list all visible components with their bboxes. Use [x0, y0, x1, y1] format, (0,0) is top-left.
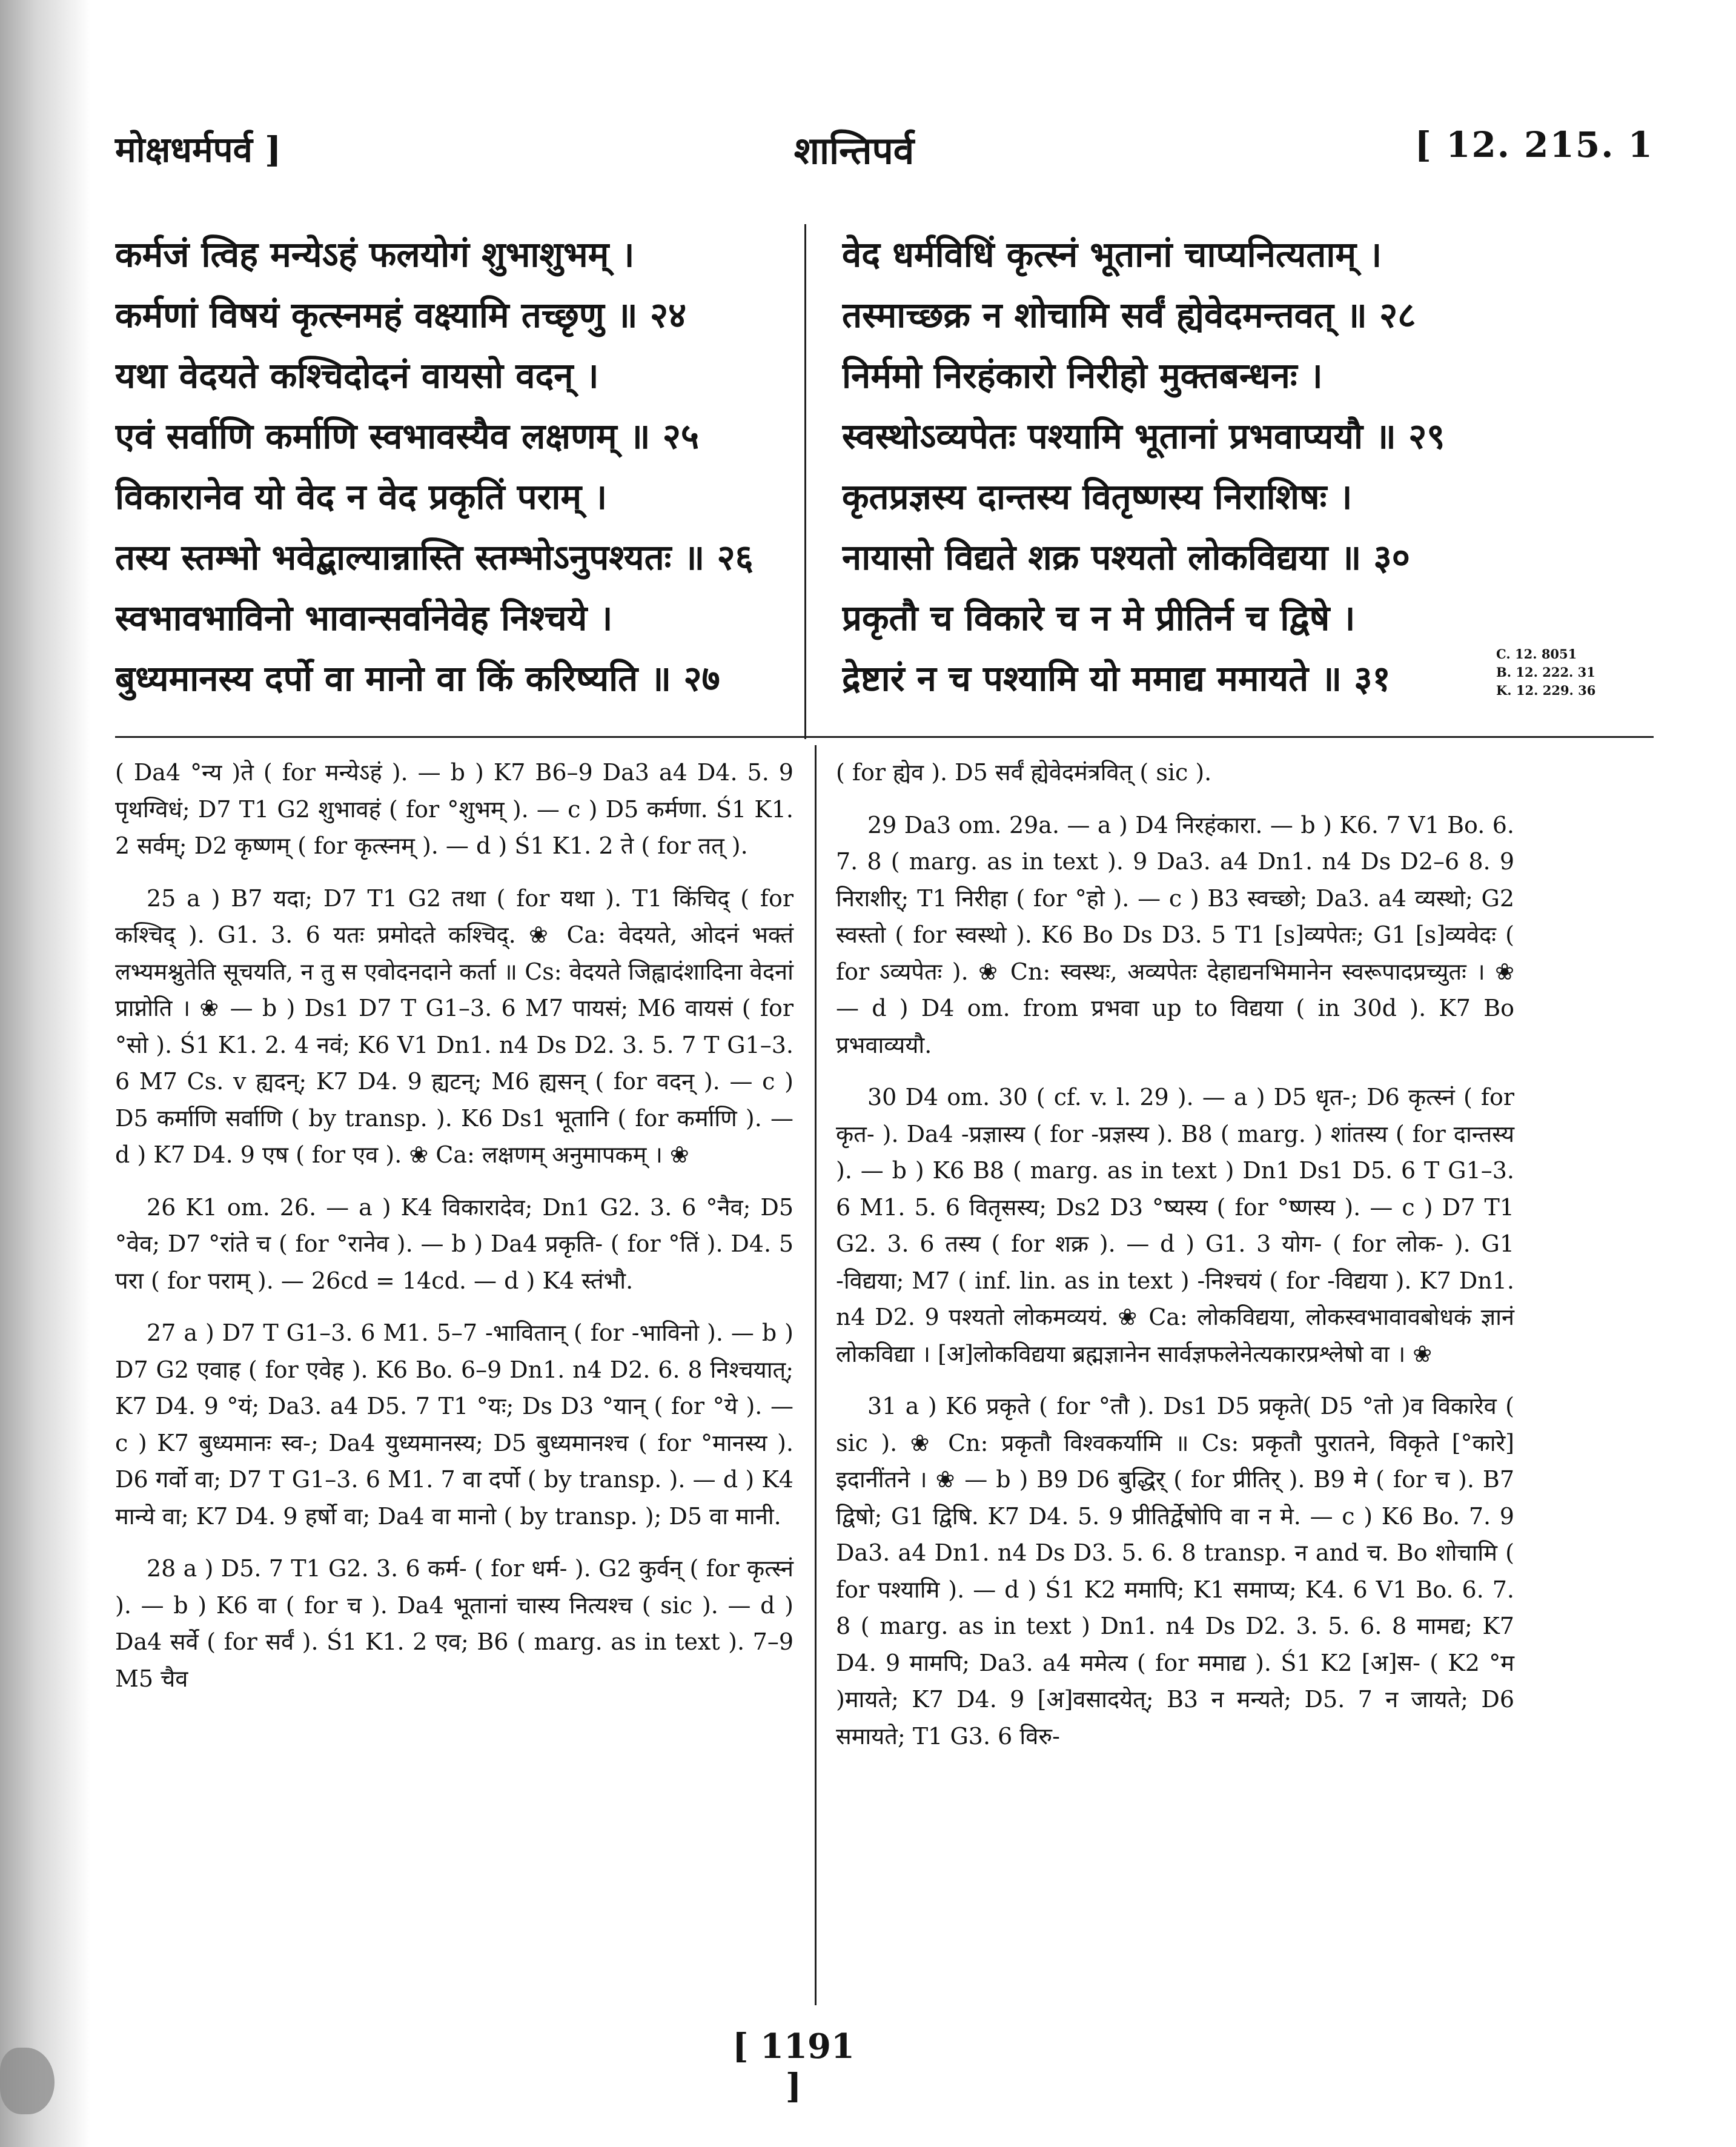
page-header: [115, 124, 1654, 179]
verse-column-left: [115, 224, 793, 709]
scan-blot: [0, 2048, 55, 2114]
verse-block: [115, 224, 1654, 721]
cross-ref: B. 12. 222. 31: [1496, 665, 1595, 680]
apparatus-note: ( for ह्येव ). D5 सर्वं ह्येवेदमंत्रवित् ( sic ).: [836, 759, 1212, 786]
apparatus-note: ( Da4 °न्य )ते ( for मन्येऽहं ). — b ) K7 B6–9 Da3 a4 D4. 5. 9 पृथग्विधं; D7 T1 G2 शुभावहं ( for °शुभम् ). — c ) D5 कर्मणा. Ś1 K1. 2 सर्वम्; D2 कृष्णम् ( for कृत्स्नम् ). — d ) Ś1 K1. 2 ते ( for तत् ).: [115, 759, 793, 859]
verse-line: स्वस्थोऽव्यपेतः पश्यामि भूतानां प्रभवाप्ययौ ॥ २९: [842, 416, 1445, 457]
verse-notes-separator: [115, 736, 1654, 738]
verse-line: कर्मजं त्विह मन्येऽहं फलयोगं शुभाशुभम् ।: [115, 234, 635, 275]
verse-line: नायासो विद्यते शक्र पश्यतो लोकविद्यया ॥ ३०: [842, 537, 1410, 578]
cross-references: [1496, 645, 1595, 700]
scan-edge-shadow: [0, 0, 91, 2147]
verse-column-right: [842, 224, 1654, 709]
verse-line: तस्माच्छक्र न शोचामि सर्वं ह्येवेदमन्तवत् ॥ २८: [842, 294, 1416, 336]
apparatus-note: 30 D4 om. 30 ( cf. v. l. 29 ). — a ) D5 धृत-; D6 कृत्स्नं ( for कृत- ). Da4 -प्रज्ञास्य ( for -प्रज्ञस्य ). B8 ( marg. ) शांतस्य ( for दान्तस्य ). — b ) K6 B8 ( marg. as in text ) Dn1 Ds1 D5. 6 T G1–3. 6 M1. 5. 6 वितृसस्य; Ds2 D3 °ष्यस्य ( for °ष्णस्य ). — c ) D7 T1 G2. 3. 6 तस्य ( for शक्र ). — d ) G1. 3 योग- ( for लोक- ). G1 -विद्यया; M7 ( inf. lin. as in text ) -निश्चयं ( for -विद्यया ). K7 Dn1. n4 D2. 9 पश्यतो लोकमव्ययं. ❀ Ca: लोकविद्यया, लोकस्वभावावबोधकं ज्ञानं लोकविद्या । [अ]लोकविद्यया ब्रह्मज्ञानेन सार्वज्ञफलेनेत्यकारप्रश्लेषो वा । ❀: [836, 1084, 1514, 1367]
verse-column-divider: [804, 224, 806, 739]
page-number: [ 1191 ]: [732, 2026, 855, 2106]
verse-line: विकारानेव यो वेद न वेद प्रकृतिं पराम् ।: [115, 476, 608, 517]
notes-column-right: [836, 754, 1514, 1770]
verse-line: एवं सर्वाणि कर्माणि स्वभावस्यैव लक्षणम् ॥ २५: [115, 416, 700, 457]
apparatus-note: 26 K1 om. 26. — a ) K4 विकारादेव; Dn1 G2. 3. 6 °नैव; D5 °वेव; D7 °रांते च ( for °रानेव ). — b ) Da4 प्रकृति- ( for °तिं ). D4. 5 परा ( for पराम् ). — 26cd = 14cd. — d ) K4 स्तंभौ.: [115, 1193, 793, 1294]
verse-line: प्रकृतौ च विकारे च न मे प्रीतिर्न च द्विषे ।: [842, 597, 1356, 639]
book-title: शान्तिपर्व: [793, 128, 915, 173]
section-title-left: मोक्षधर्मपर्व ]: [115, 129, 282, 170]
verse-line: द्रेष्टारं न च पश्यामि यो ममाद्य ममायते ॥ ३१: [842, 658, 1391, 699]
cross-ref: C. 12. 8051: [1496, 646, 1577, 662]
verse-line: वेद धर्मविधिं कृत्स्नं भूतानां चाप्यनित्यताम् ।: [842, 234, 1382, 275]
cross-ref: K. 12. 229. 36: [1496, 683, 1596, 698]
apparatus-note: 27 a ) D7 T G1–3. 6 M1. 5–7 -भावितान् ( for -भाविनो ). — b ) D7 G2 एवाह ( for एवेह ). K6 Bo. 6–9 Dn1. n4 D2. 6. 8 निश्चयात्; K7 D4. 9 °यं; Da3. a4 D5. 7 T1 °यः; Ds D3 °यान् ( for °ये ). — c ) K7 बुध्यमानः स्व-; Da4 युध्यमानस्य; D5 बुध्यमानश्च ( for °मानस्य ). D6 गर्वो वा; D7 T G1–3. 6 M1. 7 वा दर्पो ( by transp. ). — d ) K4 मान्ये वा; K7 D4. 9 हर्षो वा; Da4 वा मानो ( by transp. ); D5 वा मानी.: [115, 1319, 793, 1530]
verse-line: कृतप्रज्ञस्य दान्तस्य वितृष्णस्य निराशिषः ।: [842, 476, 1353, 517]
verse-line: कर्मणां विषयं कृत्स्नमहं वक्ष्यामि तच्छृणु ॥ २४: [115, 294, 687, 336]
verse-line: निर्ममो निरहंकारो निरीहो मुक्तबन्धनः ।: [842, 355, 1323, 396]
notes-column-left: [115, 754, 793, 1713]
verse-line: तस्य स्तम्भो भवेद्बाल्यान्नास्ति स्तम्भोऽनुपश्यतः ॥ २६: [115, 537, 754, 578]
apparatus-note: 25 a ) B7 यदा; D7 T1 G2 तथा ( for यथा ). T1 किंचिद् ( for कश्चिद् ). G1. 3. 6 यतः प्रमोदते कश्चिद्. ❀ Ca: वेदयते, ओदनं भक्तं लभ्यमश्नुतेति सूचयति, न तु स एवोदनदाने कर्ता ॥ Cs: वेदयते जिह्वादंशादिना वेदनां प्राप्नोति । ❀ — b ) Ds1 D7 T G1–3. 6 M7 पायसं; M6 वायसं ( for °सो ). Ś1 K1. 2. 4 नवं; K6 V1 Dn1. n4 Ds D2. 3. 5. 7 T G1–3. 6 M7 Cs. v ह्यदन्; K7 D4. 9 ह्यटन्; M6 ह्यसन् ( for वदन् ). — c ) D5 कर्माणि सर्वाणि ( by transp. ). K6 Ds1 भूतानि ( for कर्माणि ). — d ) K7 D4. 9 एष ( for एव ). ❀ Ca: लक्षणम् अनुमापकम् । ❀: [115, 884, 793, 1168]
notes-column-divider: [815, 745, 817, 2005]
apparatus-note: 31 a ) K6 प्रकृते ( for °तौ ). Ds1 D5 प्रकृते( D5 °तो )व विकारेव ( sic ). ❀ Cn: प्रकृतौ विश्वकर्यामि ॥ Cs: प्रकृतौ पुरातने, विकृते [°कारे] इदानींतने । ❀ — b ) B9 D6 बुद्धिर् ( for प्रीतिर् ). B9 मे ( for च ). B7 द्विषो; G1 द्विषि. K7 D4. 5. 9 प्रीतिर्द्वेषोपि वा न मे. — c ) K6 Bo. 7. 9 Da3. a4 Dn1. n4 Ds D3. 5. 6. 8 transp. न and च. Bo शोचामि ( for पश्यामि ). — d ) Ś1 K2 ममापि; K1 समाप्य; K4. 6 V1 Bo. 6. 7. 8 ( marg. as in text ) Dn1. n4 Ds D2. 3. 5. 6. 8 मामद्य; K7 D4. 9 मामपि; Da3. a4 ममेत्य ( for ममाद्य ). Ś1 K2 [अ]स- ( K2 °म )मायते; K7 D4. 9 [अ]वसादयेत्; B3 न मन्यते; D5. 7 न जायते; D6 समायते; T1 G3. 6 विरु-: [836, 1393, 1514, 1750]
apparatus-note: 28 a ) D5. 7 T1 G2. 3. 6 कर्म- ( for धर्म- ). G2 कुर्वन् ( for कृत्स्नं ). — b ) K6 वा ( for च ). Da4 भूतानां चास्य नित्यश्च ( sic ). — d ) Da4 सर्वे ( for सर्वं ). Ś1 K1. 2 एव; B6 ( marg. as in text ). 7–9 M5 चैव: [115, 1555, 793, 1692]
verse-line: यथा वेदयते कश्चिदोदनं वायसो वदन् ।: [115, 355, 599, 396]
verse-line: बुध्यमानस्य दर्पो वा मानो वा किं करिष्यति ॥ २७: [115, 658, 720, 699]
verse-line: स्वभावभाविनो भावान्सर्वानेवेह निश्चये ।: [115, 597, 613, 639]
apparatus-note: 29 Da3 om. 29a. — a ) D4 निरहंकारा. — b ) K6. 7 V1 Bo. 6. 7. 8 ( marg. as in text ). 9 Da3. a4 Dn1. n4 Ds D2–6 8. 9 निराशीर्; T1 निरीहा ( for °हो ). — c ) B3 स्वच्छो; Da3. a4 व्यस्थो; G2 स्वस्तो ( for स्वस्थो ). K6 Bo Ds D3. 5 T1 [s]व्यपेतः; G1 [s]व्यवेदः ( for ऽव्यपेतः ). ❀ Cn: स्वस्थः, अव्यपेतः देहाद्यनभिमानेन स्वरूपादप्रच्युतः । ❀ — d ) D4 om. from प्रभवा up to विद्यया ( in 30d ). K7 Bo प्रभवाव्ययौ.: [836, 811, 1514, 1058]
verse-reference: [ 12. 215. 1: [1414, 124, 1654, 165]
